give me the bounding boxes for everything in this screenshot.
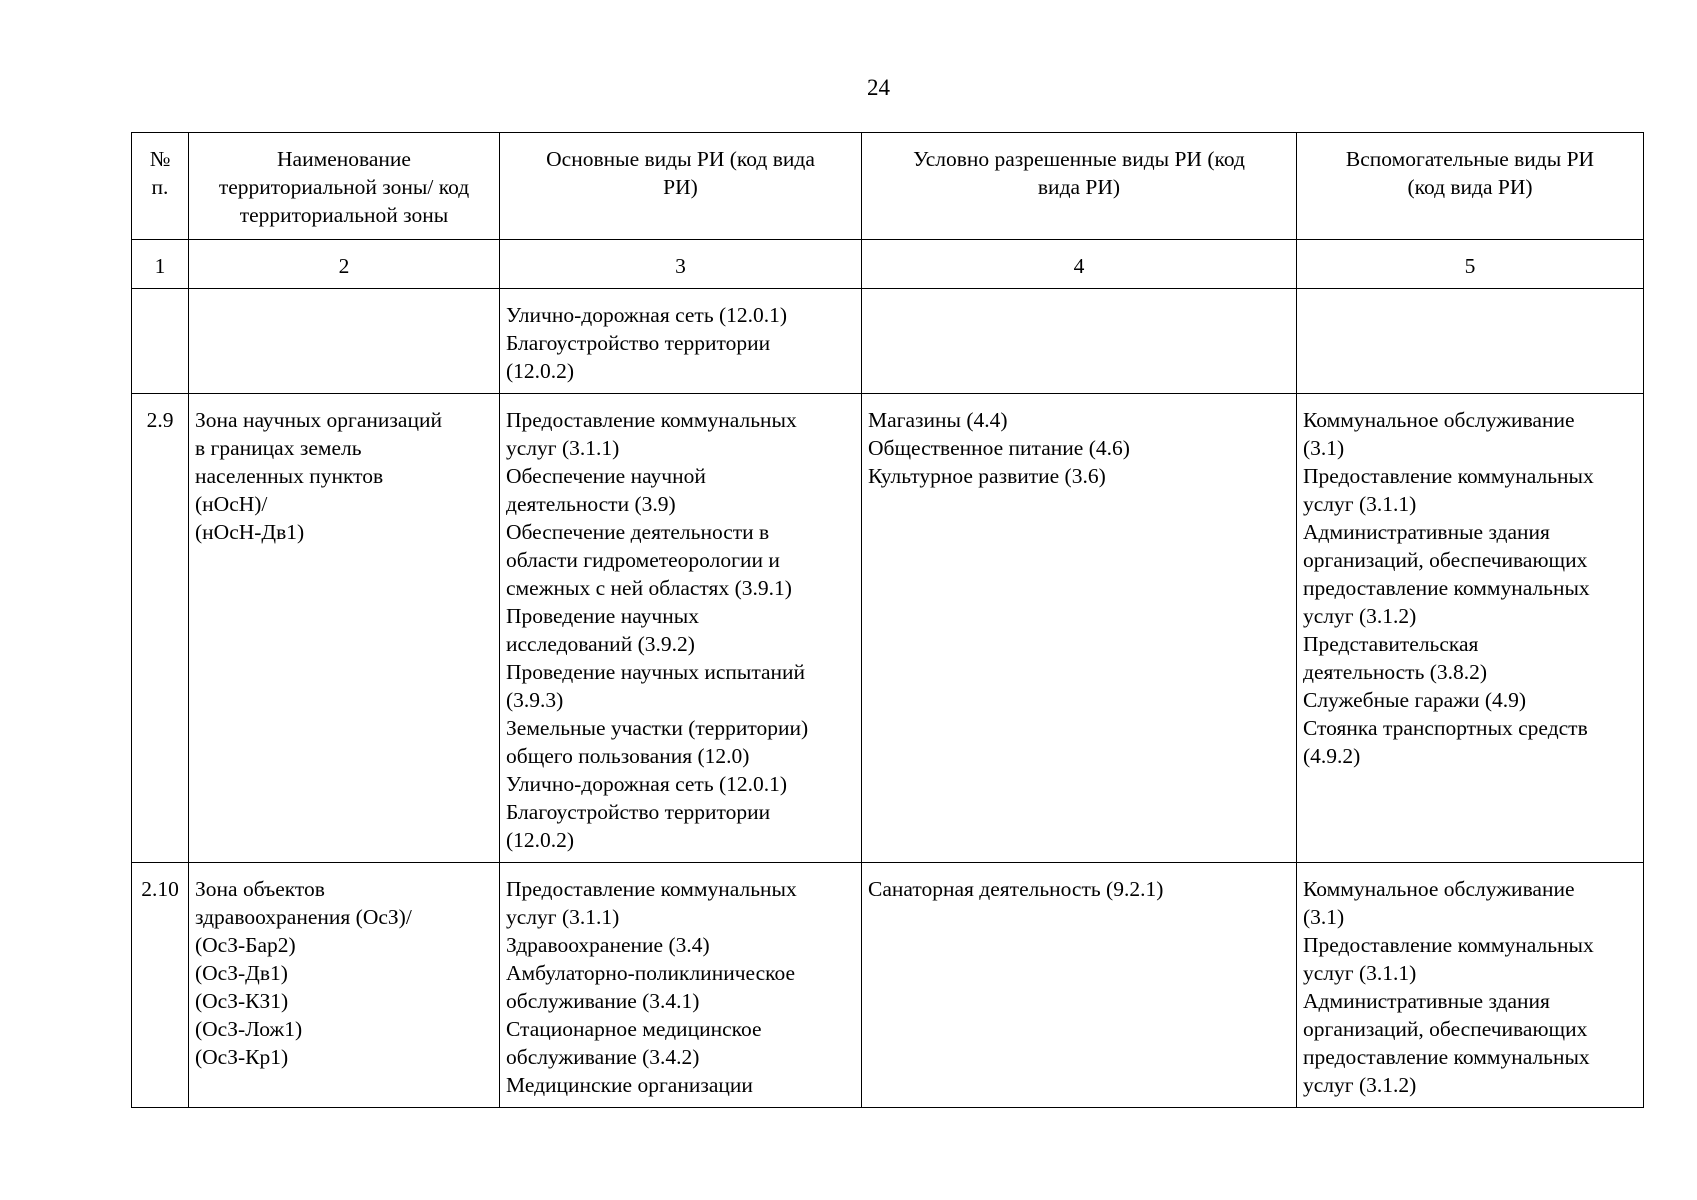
column-number: 1	[132, 240, 189, 289]
cell-text-line: (3.1)	[1303, 436, 1345, 460]
cell-text-line: Улично-дорожная сеть (12.0.1)	[506, 303, 788, 327]
cell-text-line: Зона объектов	[195, 877, 325, 901]
cell-main-uses	[500, 289, 862, 394]
column-number: 2	[189, 240, 500, 289]
cell-text-line: (ОсЗ-Дв1)	[195, 961, 288, 985]
cell-text-line: Зона научных организаций	[195, 408, 442, 432]
table-row	[132, 289, 1644, 394]
page-number: 24	[867, 75, 890, 100]
cell-auxiliary-uses	[1297, 289, 1644, 394]
header-cell-auxiliary-uses: Вспомогательные виды РИ (код вида РИ)	[1297, 133, 1644, 240]
cell-text-line: Представительская	[1303, 632, 1479, 656]
cell-text-line: Земельные участки (территории)	[506, 716, 809, 740]
cell-row-number	[132, 289, 189, 394]
cell-row-number: 2.10	[132, 863, 189, 1108]
zoning-table	[131, 132, 1644, 1108]
cell-text-line: смежных с ней областях (3.9.1)	[506, 576, 792, 600]
cell-text-line: услуг (3.1.2)	[1303, 604, 1417, 628]
table-row	[132, 394, 1644, 863]
cell-text-line: Здравоохранение (3.4)	[506, 933, 710, 957]
cell-zone-name	[189, 394, 500, 863]
cell-text-line: (нОсН-Дв1)	[195, 520, 305, 544]
cell-text-line: (ОсЗ-КЗ1)	[195, 989, 289, 1013]
cell-text-line: Благоустройство территории	[506, 800, 771, 824]
cell-text-line: Общественное питание (4.6)	[868, 436, 1130, 460]
cell-text-line: (ОсЗ-Лож1)	[195, 1017, 303, 1041]
cell-text-line: Медицинские организации	[506, 1073, 753, 1097]
cell-text-line: исследований (3.9.2)	[506, 632, 695, 656]
cell-text-line: в границах земель	[195, 436, 362, 460]
cell-auxiliary-uses	[1297, 394, 1644, 863]
cell-text-line: Культурное развитие (3.6)	[868, 464, 1106, 488]
cell-text-line: Благоустройство территории	[506, 331, 771, 355]
cell-text-line: (3.9.3)	[506, 688, 564, 712]
cell-conditional-uses	[862, 289, 1297, 394]
cell-text-line: Коммунальное обслуживание	[1303, 877, 1575, 901]
cell-text-line: деятельность (3.8.2)	[1303, 660, 1488, 684]
cell-text-line: Предоставление коммунальных	[506, 877, 797, 901]
column-number: 4	[862, 240, 1297, 289]
cell-text-line: области гидрометеорологии и	[506, 548, 780, 572]
cell-text-line: Обеспечение научной	[506, 464, 706, 488]
cell-text-line: Проведение научных испытаний	[506, 660, 806, 684]
cell-text-line: населенных пунктов	[195, 464, 384, 488]
cell-row-number: 2.9	[132, 394, 189, 863]
header-cell-number: № п.	[132, 133, 189, 240]
cell-text-line: (4.9.2)	[1303, 744, 1361, 768]
cell-text-line: обслуживание (3.4.2)	[506, 1045, 700, 1069]
cell-text-line: предоставление коммунальных	[1303, 1045, 1590, 1069]
cell-text-line: (12.0.2)	[506, 828, 575, 852]
cell-main-uses	[500, 394, 862, 863]
cell-auxiliary-uses	[1297, 863, 1644, 1108]
table-body	[132, 289, 1644, 1108]
cell-text-line: Административные здания	[1303, 989, 1550, 1013]
cell-text-line: Предоставление коммунальных	[506, 408, 797, 432]
cell-text-line: Проведение научных	[506, 604, 699, 628]
cell-text-line: Стационарное медицинское	[506, 1017, 762, 1041]
cell-text-line: (нОсН)/	[195, 492, 268, 516]
cell-text-line: (3.1)	[1303, 905, 1345, 929]
cell-text-line: деятельности (3.9)	[506, 492, 676, 516]
column-number: 5	[1297, 240, 1644, 289]
cell-text-line: Обеспечение деятельности в	[506, 520, 770, 544]
cell-text-line: (ОсЗ-Кр1)	[195, 1045, 289, 1069]
header-cell-zone-name: Наименование территориальной зоны/ код территориальной зоны	[189, 133, 500, 240]
cell-text-line: Административные здания	[1303, 520, 1550, 544]
cell-text-line: организаций, обеспечивающих	[1303, 1017, 1588, 1041]
cell-main-uses	[500, 863, 862, 1108]
table-header-row	[132, 133, 1644, 240]
cell-text-line: услуг (3.1.2)	[1303, 1073, 1417, 1097]
cell-zone-name	[189, 863, 500, 1108]
cell-text-line: Предоставление коммунальных	[1303, 933, 1594, 957]
header-cell-conditional-uses: Условно разрешенные виды РИ (код вида РИ)	[862, 133, 1297, 240]
cell-text-line: здравоохранения (ОсЗ)/	[195, 905, 412, 929]
cell-text-line: услуг (3.1.1)	[1303, 492, 1417, 516]
cell-text-line: Улично-дорожная сеть (12.0.1)	[506, 772, 788, 796]
column-number: 3	[500, 240, 862, 289]
cell-text-line: услуг (3.1.1)	[506, 436, 620, 460]
cell-text-line: организаций, обеспечивающих	[1303, 548, 1588, 572]
cell-text-line: Стоянка транспортных средств	[1303, 716, 1588, 740]
cell-text-line: (ОсЗ-Бар2)	[195, 933, 296, 957]
column-number-row	[132, 240, 1644, 289]
cell-zone-name	[189, 289, 500, 394]
cell-text-line: Предоставление коммунальных	[1303, 464, 1594, 488]
table-row	[132, 863, 1644, 1108]
cell-conditional-uses	[862, 394, 1297, 863]
cell-text-line: обслуживание (3.4.1)	[506, 989, 700, 1013]
cell-text-line: услуг (3.1.1)	[1303, 961, 1417, 985]
cell-conditional-uses	[862, 863, 1297, 1108]
cell-text-line: (12.0.2)	[506, 359, 575, 383]
cell-text-line: Санаторная деятельность (9.2.1)	[868, 877, 1164, 901]
cell-text-line: Магазины (4.4)	[868, 408, 1008, 432]
cell-text-line: Коммунальное обслуживание	[1303, 408, 1575, 432]
cell-text-line: предоставление коммунальных	[1303, 576, 1590, 600]
header-cell-main-uses: Основные виды РИ (код вида РИ)	[500, 133, 862, 240]
cell-text-line: общего пользования (12.0)	[506, 744, 750, 768]
cell-text-line: Амбулаторно-поликлиническое	[506, 961, 796, 985]
cell-text-line: услуг (3.1.1)	[506, 905, 620, 929]
cell-text-line: Служебные гаражи (4.9)	[1303, 688, 1527, 712]
